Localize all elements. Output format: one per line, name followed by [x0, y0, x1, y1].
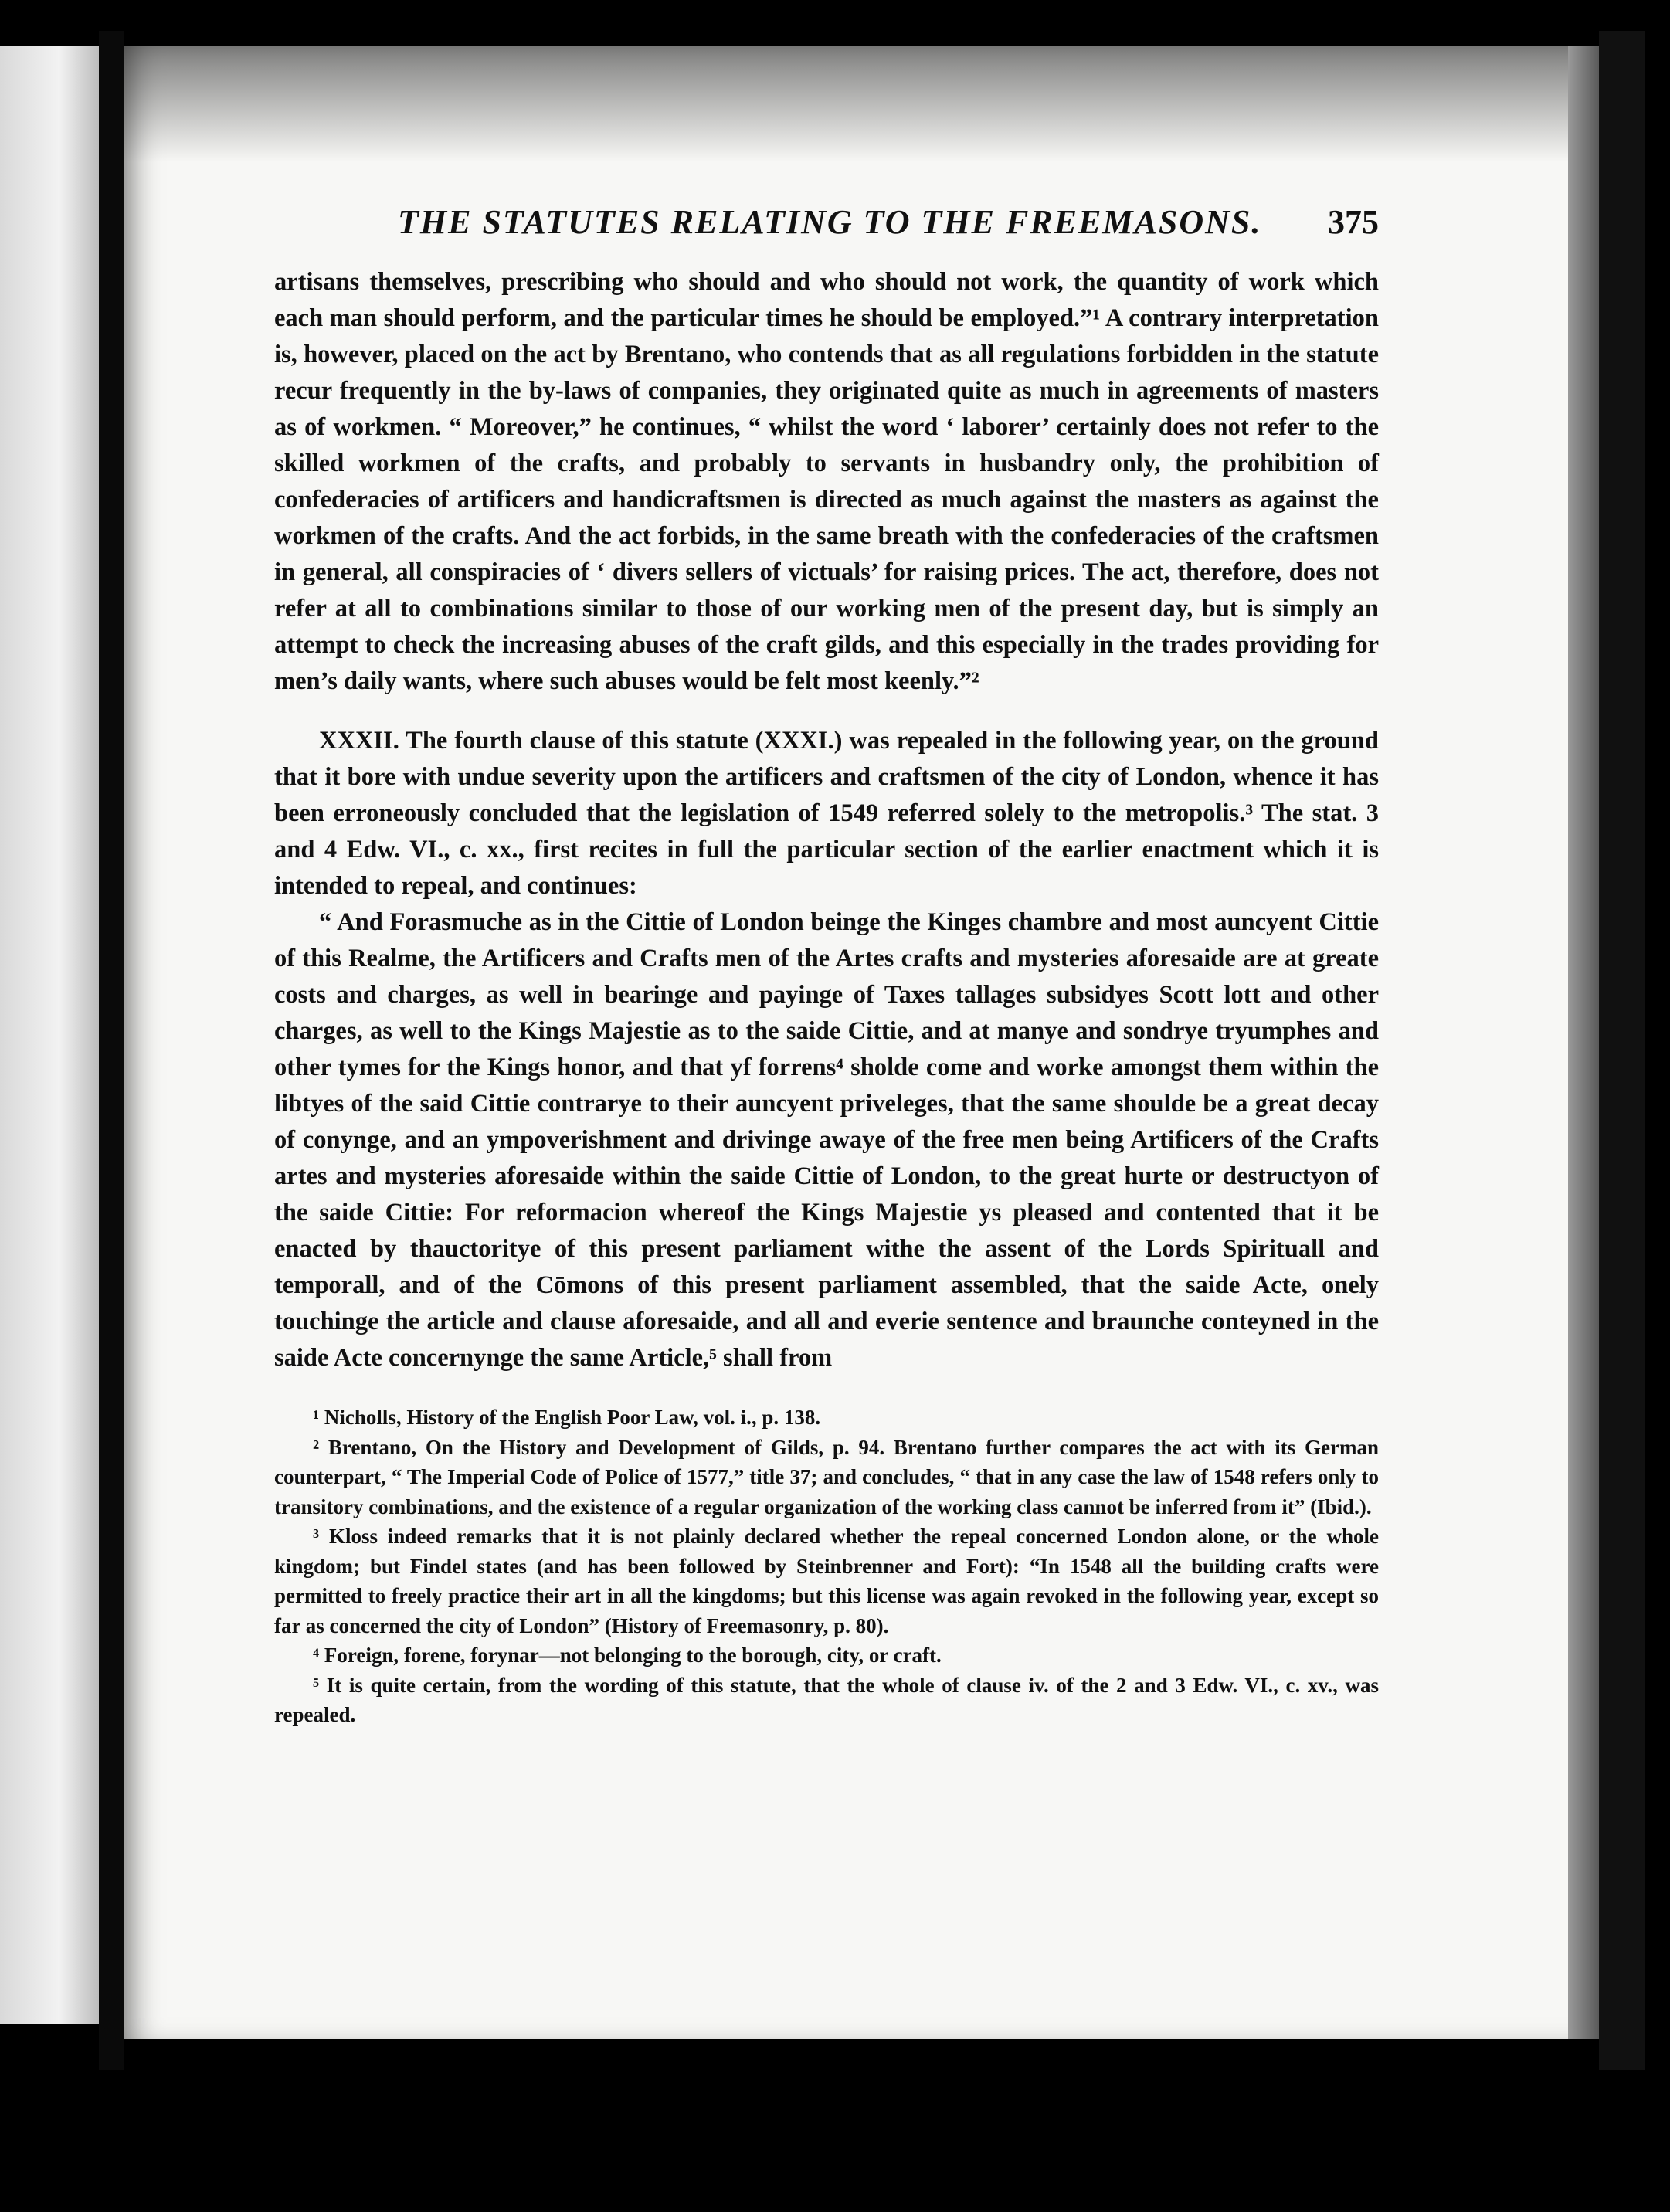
scanner-border: [1599, 31, 1645, 2070]
footnote-5: ⁵ It is quite certain, from the wording of this statute, that the whole of clause iv. of the 2 and 3 Edw. VI., c. xv., was repealed.: [274, 1673, 1379, 1726]
footnote-1: ¹ Nicholls, History of the English Poor Law, vol. i., p. 138.: [313, 1406, 821, 1429]
book-gutter: [99, 31, 124, 2070]
page-top-shadow: [124, 46, 1568, 162]
facing-page-edge: [0, 46, 99, 2024]
running-title: THE STATUTES RELATING TO THE FREEMASONS.: [398, 203, 1262, 241]
page-right-edge: [1568, 46, 1599, 2039]
page-content: [274, 202, 1379, 1730]
paragraph-quotation: “ And Forasmuche as in the Cittie of London beinge the Kinges chambre and most auncyent Cittie of this Realme, the Artificers and Crafts men of the Artes crafts and mysteries aforesaide are at greate costs and charges, as well in bearinge and payinge of Taxes tallages subsidyes Scott lott and other charges, as well to the Kings Majestie as to the saide Cittie, and at manye and sondrye tryumphes and other tymes for the Kings honor, and that yf forrens⁴ sholde come and worke amongst them within the libtyes of the said Cittie contrarye to their auncyent priveleges, that the same shoulde be a great decay of conynge, and an ympoverishment and drivinge awaye of the free men being Artificers of the Crafts artes and mysteries aforesaide within the saide Cittie of London, to the great hurte or destructyon of the saide Cittie: For reformacion whereof the Kings Majestie ys pleased and contented that it be enacted by thauctoritye of this present parliament withe the assent of the Lords Spirituall and temporall, and of the Cōmons of this present parliament assembled, that the saide Acte, onely touchinge the article and clause aforesaide, and all and everie sentence and braunche conteyned in the saide Acte concernynge the same Article,⁵ shall from: [274, 908, 1379, 1372]
page-number: 375: [1328, 203, 1379, 241]
paragraph-continuation: artisans themselves, prescribing who should and who should not work, the quantity of work which each man should perform, and the particular times he should be employed.”¹ A contrary interpretation is, however, placed on the act by Brentano, who contends that as all regulations forbidden in the statute recur frequently in the by-laws of companies, they originated quite as much in agreements of masters as of workmen. “ Moreover,” he continues, “ whilst the word ‘ laborer’ certainly does not refer to the skilled workmen of the crafts, and probably to servants in husbandry only, the prohibition of confederacies of artificers and handicraftsmen is directed as much against the masters as against the workmen of the crafts. And the act forbids, in the same breath with the confederacies of the craftsmen in general, all conspiracies of ‘ divers sellers of victuals’ for raising prices. The act, therefore, does not refer at all to combinations similar to those of our working men of the present day, but is simply an attempt to check the increasing abuses of the craft gilds, and this especially in the trades providing for men’s daily wants, where such abuses would be felt most keenly.”²: [274, 268, 1379, 695]
running-head: [274, 202, 1379, 250]
body-text: [274, 264, 1379, 1376]
footnotes: [274, 1403, 1379, 1730]
paragraph-section-xxxii: XXXII. The fourth clause of this statute (XXXI.) was repealed in the following year, on the ground that it bore with undue severity upon the artificers and craftsmen of the city of London, whence it has been erroneously concluded that the legislation of 1549 referred solely to the metropolis.³ The stat. 3 and 4 Edw. VI., c. xx., first recites in full the particular section of the earlier enactment which it is intended to repeal, and continues:: [274, 727, 1379, 900]
footnote-4: ⁴ Foreign, forene, forynar—not belonging to the borough, city, or craft.: [313, 1644, 942, 1667]
footnote-2: ² Brentano, On the History and Development of Gilds, p. 94. Brentano further compares the act with its German counterpart, “ The Imperial Code of Police of 1577,” title 37; and concludes, “ that in any case the law of 1548 refers only to transitory combinations, and the existence of a regular organization of the working class cannot be inferred from it” (Ibid.).: [274, 1435, 1379, 1518]
footnote-3: ³ Kloss indeed remarks that it is not plainly declared whether the repeal concerned London alone, or the whole kingdom; but Findel states (and has been followed by Steinbrenner and Fort): “In 1548 all the building crafts were permitted to freely practice their art in all the kingdoms; but this license was again revoked in the following year, except so far as concerned the city of London” (History of Freemasonry, p. 80).: [274, 1525, 1379, 1637]
